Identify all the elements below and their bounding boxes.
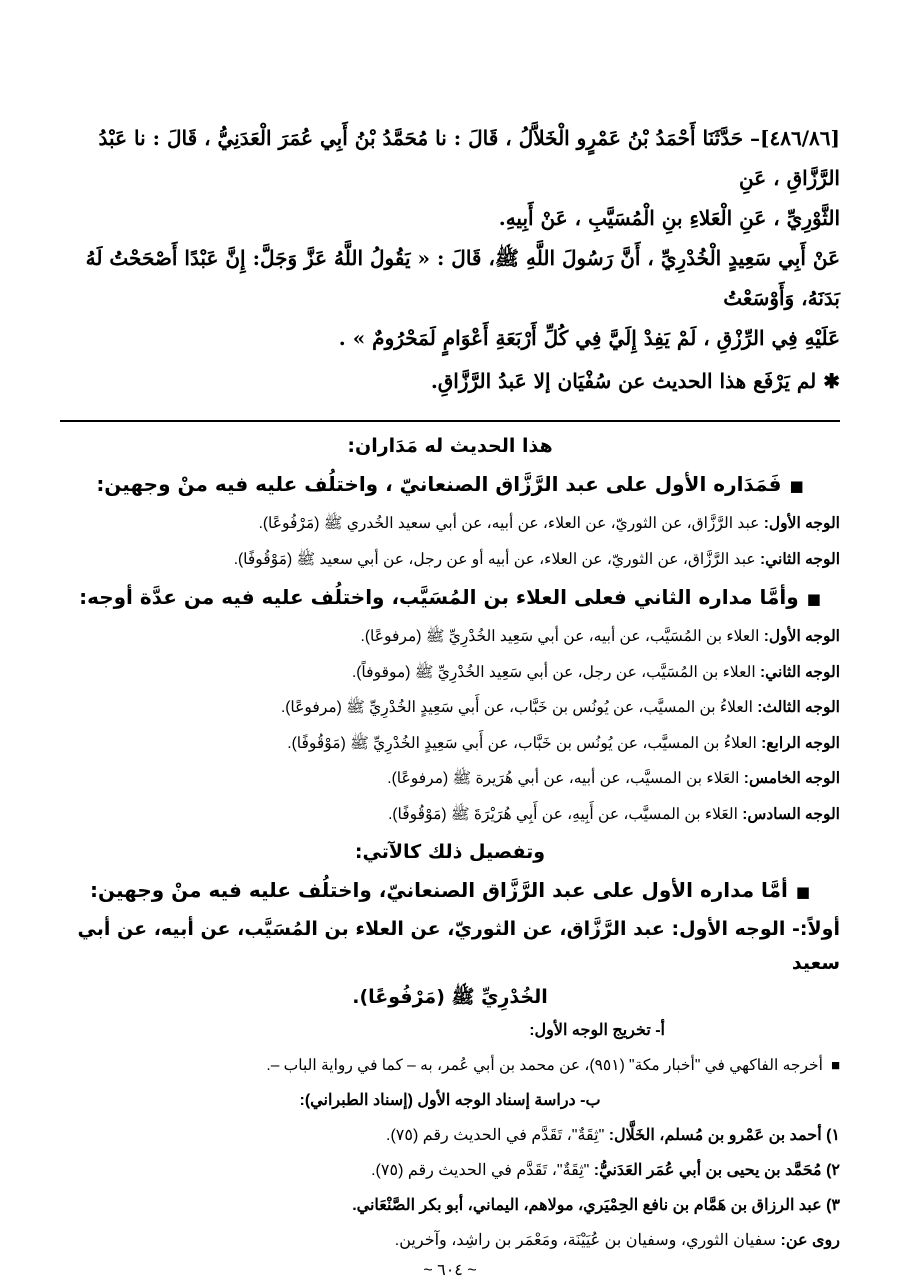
hadith-text [60,118,840,358]
narrator-line: ٣) عبد الرزاق بن هَمَّام بن نافع الحِمْيَري، مولاهم، اليماني، أبو بكر الصَّنْعَاني. [352,1196,840,1214]
hadith-line: عَلَيْهِ فِي الرِّزْقِ ، لَمْ يَفِدْ إِلَيَّ فِي كُلِّ أَرْبَعَةِ أَعْوَامٍ لَمَحْرُومٌ » . [338,326,840,350]
divider [60,420,840,422]
bullet-icon: ■ [806,590,821,608]
wajh-line: الوجه الخامس: العَلاء بن المسيَّب، عن أبيه، عن أبي هُرَيرة ﷺ (مرفوعًا). [387,770,840,787]
hadith-line: عَنْ أَبِي سَعِيدٍ الْخُدْرِيِّ ، أَنَّ رَسُولَ اللَّهِ ﷺ، قَالَ : « يَقُولُ اللَّهُ عَزَّ وَجَلَّ: إِنَّ عَبْدًا أَصْحَحْتُ لَهُ بَدَنَهُ، وَأَوْسَعْتُ [85,246,840,310]
wajh-line: الوجه الثاني: عبد الرَّزَّاق، عن الثوريّ، عن العلاء، عن أبيه أو عن رجل، عن أبي سعيد ﷺ (مَوْقُوفًا). [233,550,840,568]
takhrij-text: ■أخرجه الفاكهي في "أخبار مكة" (٩٥١)، عن محمد بن أبي عُمر، به – كما في رواية الباب –. [266,1057,840,1074]
wajh-line: الوجه الأول: العلاء بن المُسَيَّب، عن أبيه، عن أبي سَعِيد الخُدْرِيِّ ﷺ (مرفوعًا). [360,628,840,645]
first-wajh-heading: أولاً:- الوجه الأول: عبد الرَّزَّاق، عن الثوريّ، عن العلاء بن المُسَيَّب، عن أبيه، عن أبي سعيد [77,918,840,974]
bullet-icon: ■ [830,1057,840,1074]
hadith-line: [٤٨٦/٨٦]– حَدَّثَنَا أَحْمَدُ بْنُ عَمْرٍو الْخَلاَّلُ ، قَالَ : نا مُحَمَّدُ بْنُ أَبِي عُمَرَ الْعَدَنِيُّ ، قَالَ : نا عَبْدُ الرَّزَّاقِ ، عَنِ [98,126,840,190]
wajh-line: الوجه الأول: عبد الرَّزَّاق، عن الثوريّ، عن العلاء، عن أبيه، عن أبي سعيد الخُدري ﷺ (مَرْفُوعًا). [258,515,840,532]
first-wajh-heading-cont: الخُدْرِيِّ ﷺ (مَرْفُوعًا). [352,986,548,1008]
narrators-list [60,1118,840,1258]
madar1-list [60,506,840,577]
wajh-line: الوجه الثاني: العلاء بن المُسَيَّب، عن رجل، عن أبي سَعِيد الخُدْرِيِّ ﷺ (موقوفاً). [351,663,840,681]
takhrij-heading: أ- تخريج الوجه الأول: [529,1022,665,1039]
madar-heading: هذا الحديث له مَدَاران: [347,435,553,457]
madar2-heading: ■وأمَّا مداره الثاني فعلى العلاء بن المُسَيَّب، واختلُف عليه فيه من عدَّة أوجه: [79,585,821,609]
wajh-line: الوجه الثالث: العلاءُ بن المسيَّب، عن يُونُس بن خَبَّاب، عن أَبي سَعِيدٍ الخُدْرِيِّ ﷺ (مرفوعًا). [280,699,840,716]
wajh-line: الوجه السادس: العَلاء بن المسيَّب، عن أَبِيهِ، عن أَبِي هُرَيْرَةَ ﷺ (مَوْقُوفًا). [388,805,840,823]
hadith-line: الثَّوْرِيِّ ، عَنِ الْعَلاءِ بنِ الْمُسَيَّبِ ، عَنْ أَبِيهِ. [498,206,840,230]
wajh-line: الوجه الرابع: العلاءُ بن المسيَّب، عن يُونُس بن خَبَّاب، عن أَبي سَعِيدٍ الخُدْرِيِّ ﷺ (مَوْقُوفًا). [287,734,840,752]
narrator-line: ١) أحمد بن عَمْرو بن مُسلم، الخَلَّال: "ثِقَةٌ"، تَقَدَّم في الحديث رقم (٧٥). [386,1126,840,1144]
bullet-icon: ■ [789,477,804,495]
document-page [60,118,840,1280]
dirasa-heading: ب- دراسة إسناد الوجه الأول (إسناد الطبراني): [299,1091,601,1109]
madar2-list [60,619,840,832]
madar1-heading: ■فَمَدَاره الأول على عبد الرَّزَّاق الصنعانيّ ، واختلُف عليه فيه منْ وجهين: [96,472,804,496]
detail-heading: وتفصيل ذلك كالآتي: [354,841,546,863]
detail-madar1-heading: ■أمَّا مداره الأول على عبد الرَّزَّاق الصنعانيّ، واختلُف عليه فيه منْ وجهين: [90,878,810,902]
rawa-line: روى عن: سفيان الثوري، وسفيان بن عُيَيْنَة، ومَعْمَر بن راشِد، وآخرين. [394,1231,840,1249]
bullet-icon: ■ [795,883,810,901]
page-number: ~ ٦٠٤ ~ [423,1261,477,1279]
narrator-line: ٢) مُحَمَّد بن يحيى بن أبي عُمَر العَدَنيُّ: "ثِقَةٌ"، تَقَدَّم في الحديث رقم (٧٥). [371,1161,840,1179]
hadith-note: ✱ لم يَرْفَع هذا الحديث عن سُفْيَان إلا عَبدُ الرَّزَّاقِ. [430,369,840,393]
